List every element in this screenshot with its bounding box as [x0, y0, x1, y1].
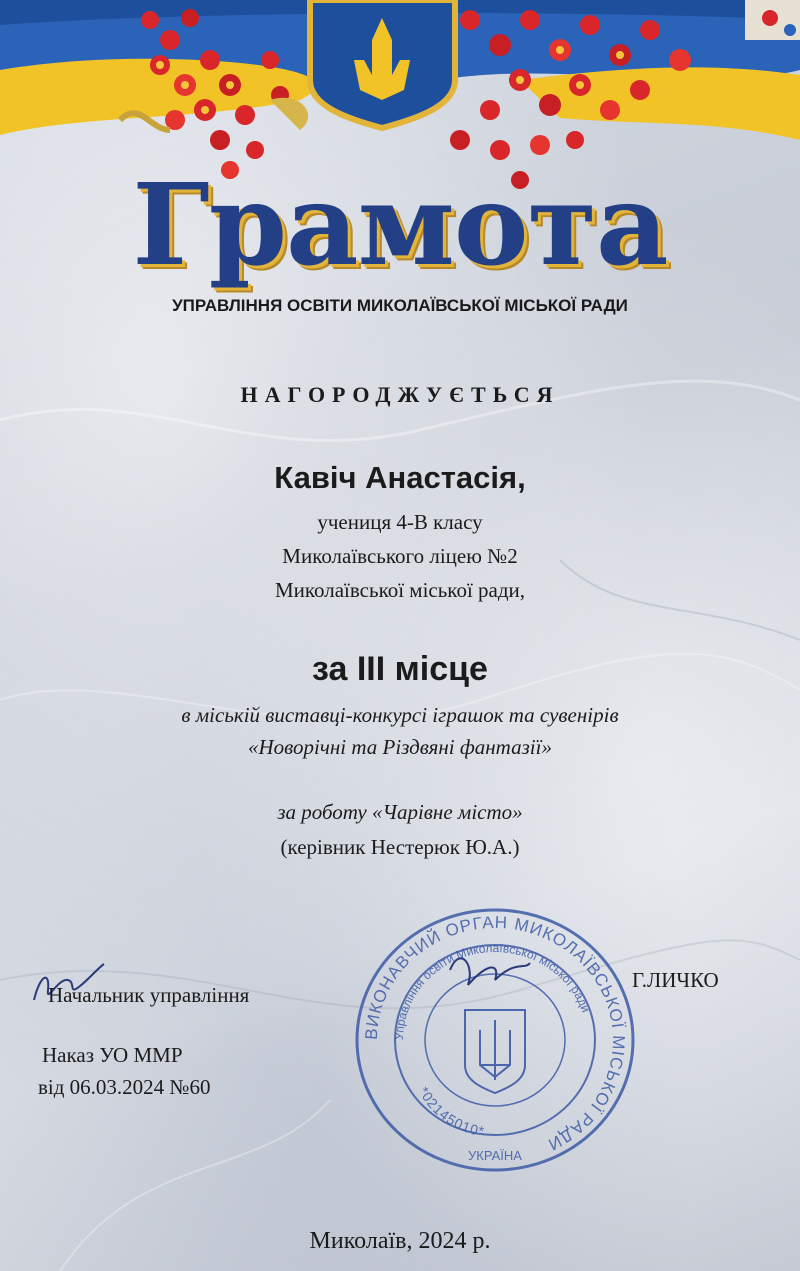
work-title: за роботу «Чарівне місто» — [277, 800, 523, 824]
svg-text:*02145010* — [416, 1084, 486, 1139]
stamp-country: УКРАЇНА — [468, 1148, 522, 1163]
certificate-title: Грамота — [132, 160, 668, 291]
stamp-code: *02145010* — [415, 1084, 487, 1140]
event-line-2: «Новорічні та Різдвяні фантазії» — [248, 735, 552, 759]
recipient-council: Миколаївської міської ради, — [274, 578, 526, 602]
ornament-right-corner — [745, 0, 800, 40]
coat-of-arms-icon — [310, 0, 455, 128]
supervisor-line: (керівник Нестерюк Ю.А.) — [280, 835, 520, 859]
order-date: від 06.03.2024 №60 — [38, 1075, 211, 1099]
stamp-inner-text: Управління освіти Миколаївської міської ради — [391, 940, 593, 1041]
signatory-title: Начальник управління — [48, 983, 250, 1007]
award-place: за ІІІ місце — [312, 650, 488, 688]
event-line-1: в міській виставці-конкурсі іграшок та сувенірів — [181, 703, 619, 727]
trident-icon — [465, 1010, 525, 1093]
order-number: Наказ УО ММР — [42, 1043, 183, 1067]
official-stamp — [350, 905, 640, 1175]
stamp-outer-text: ВИКОНАВЧИЙ ОРГАН МИКОЛАЇВСЬКОЇ МІСЬКОЇ РАДИ — [361, 912, 629, 1155]
recipient-school: Миколаївського ліцею №2 — [282, 544, 518, 568]
awarded-heading: НАГОРОДЖУЄТЬСЯ — [240, 382, 560, 407]
issuer-line: УПРАВЛІННЯ ОСВІТИ МИКОЛАЇВСЬКОЇ МІСЬКОЇ РАДИ — [172, 296, 628, 315]
recipient-class: учениця 4-В класу — [317, 510, 483, 534]
signatory-name: Г.ЛИЧКО — [632, 968, 719, 992]
place-year-footer: Миколаїв, 2024 р. — [309, 1228, 491, 1254]
recipient-name: Кавіч Анастасія, — [274, 460, 526, 495]
